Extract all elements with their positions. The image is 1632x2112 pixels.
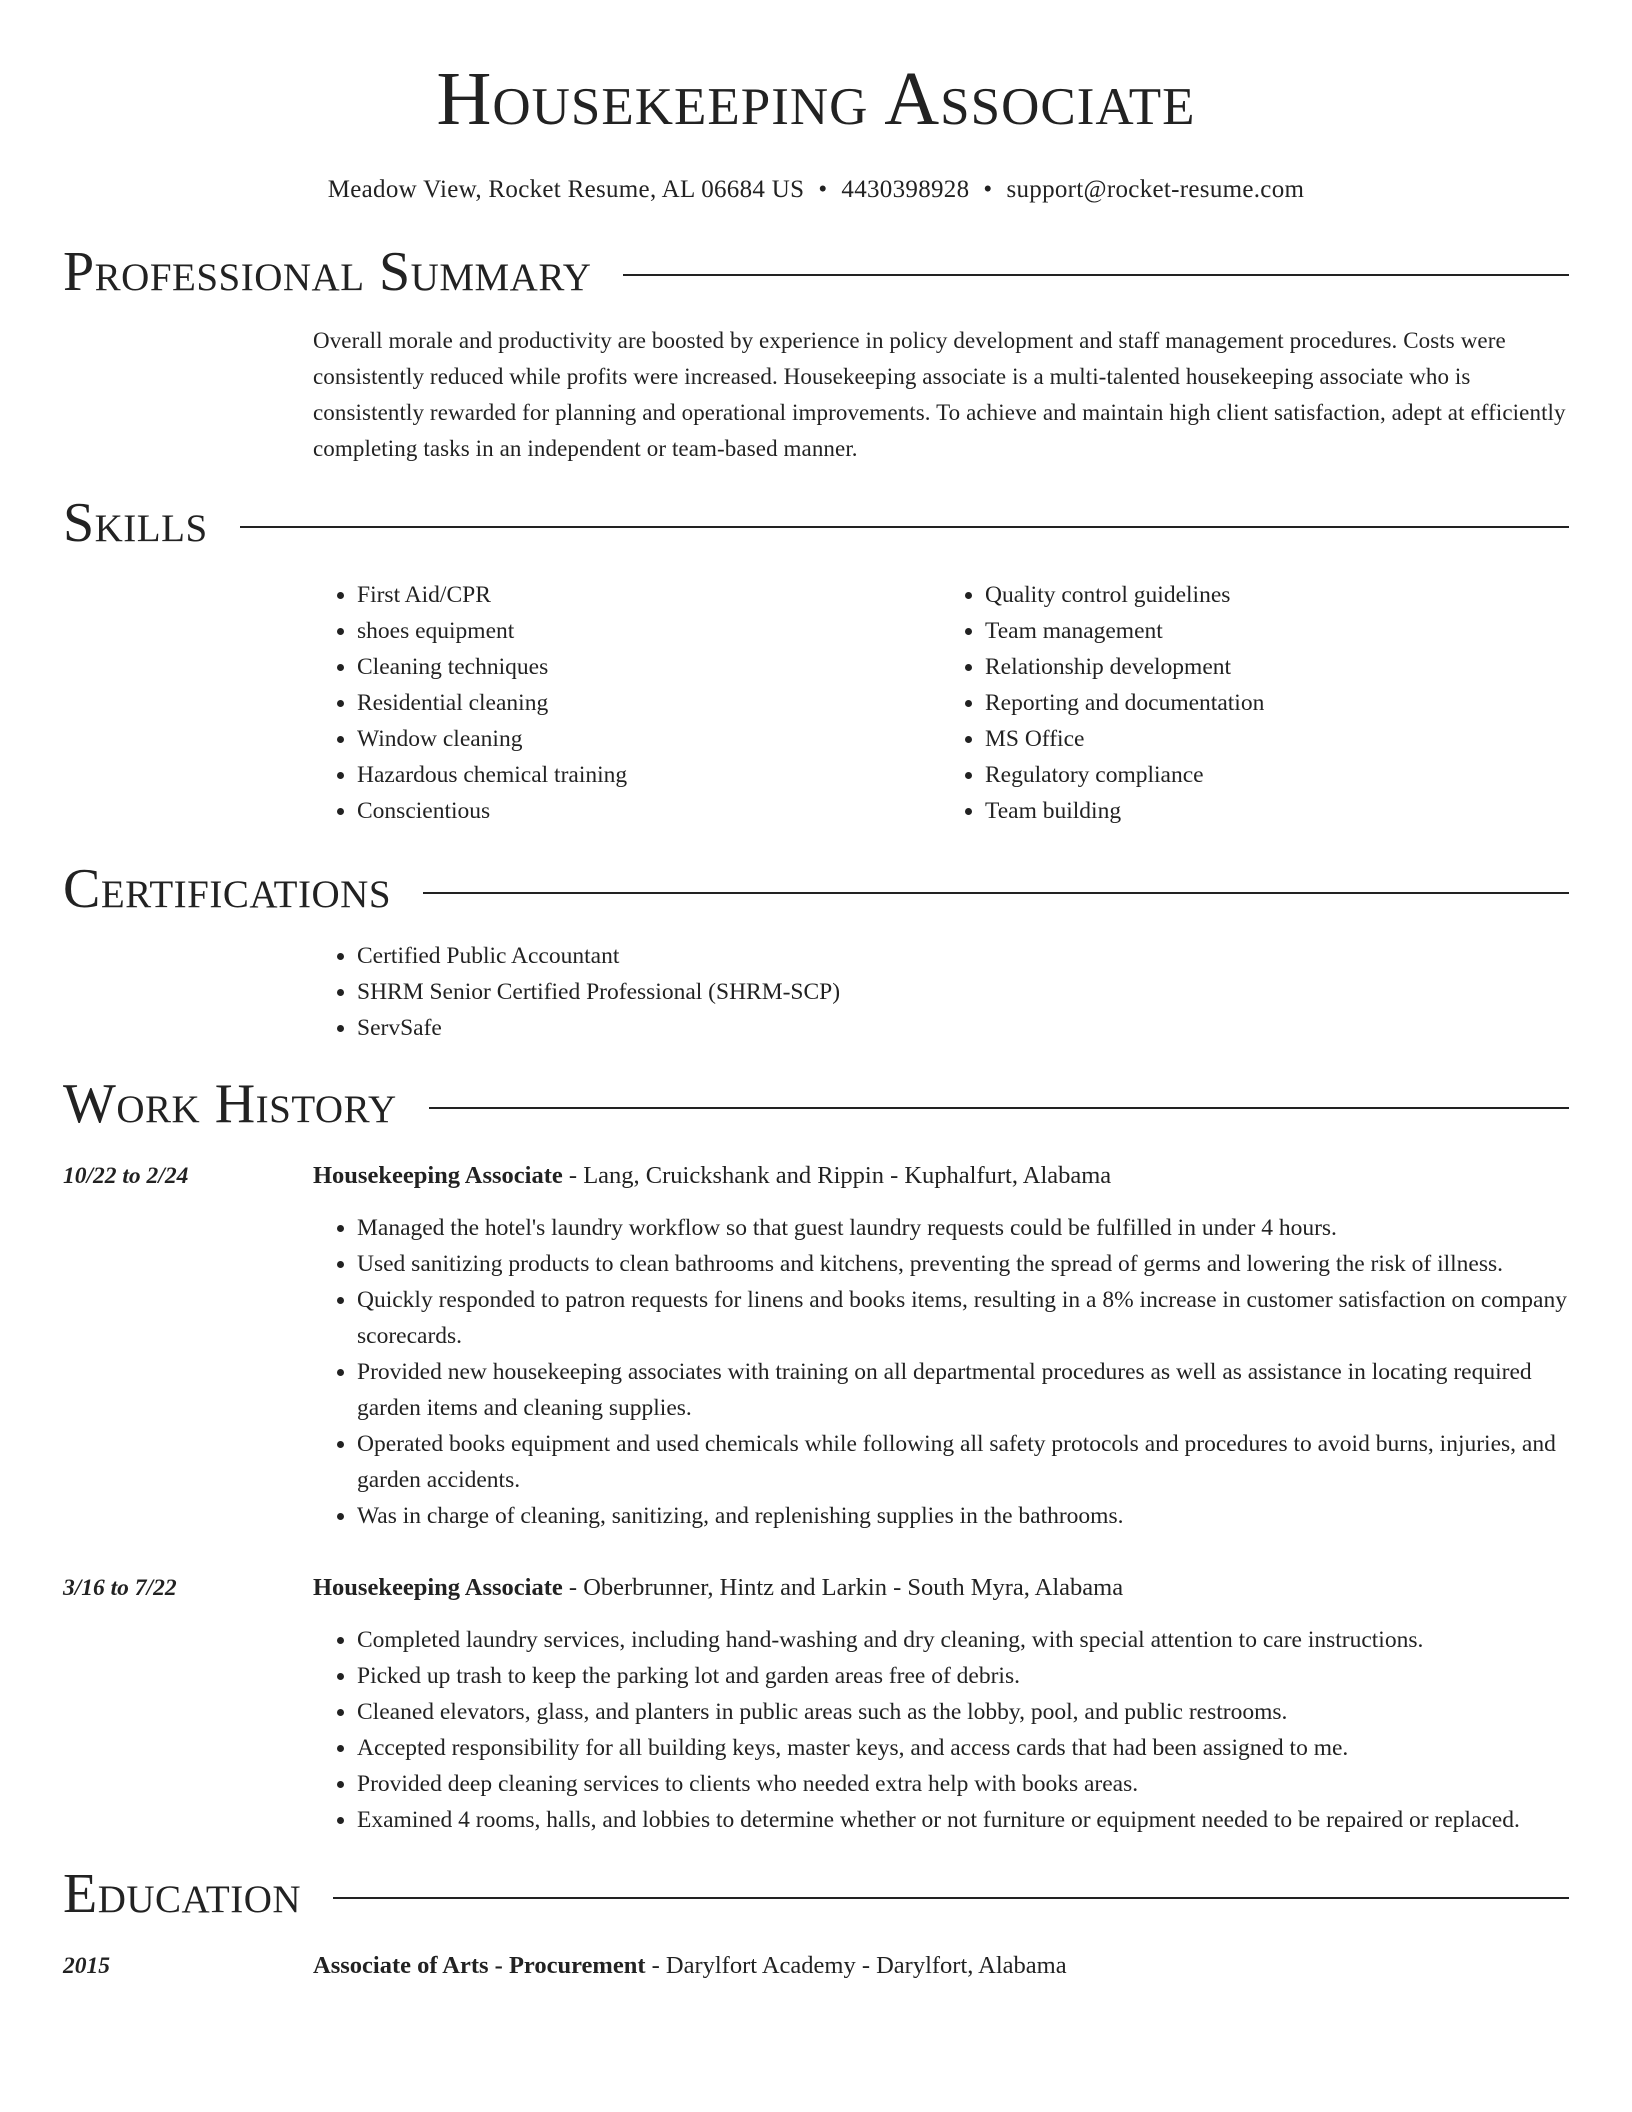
certification-item: • SHRM Senior Certified Professional (SHRM-SCP) <box>357 974 1569 1010</box>
job-bullet: • Accepted responsibility for all building keys, master keys, and access cards that had been assigned to me. <box>357 1730 1569 1766</box>
job-bullet: • Provided new housekeeping associates with training on all departmental procedures as well as assistance in locating required garden items and cleaning supplies. <box>357 1354 1569 1426</box>
job-title: Housekeeping Associate <box>313 1573 563 1601</box>
school: - Darylfort Academy - Darylfort, Alabama <box>645 1951 1067 1979</box>
job-bullets <box>313 1622 1569 1838</box>
job-bullet: • Cleaned elevators, glass, and planters in public areas such as the lobby, pool, and public restrooms. <box>357 1694 1569 1730</box>
section-heading: Skills <box>63 492 208 555</box>
job-bullet: • Used sanitizing products to clean bathrooms and kitchens, preventing the spread of germs and lowering the risk of illness. <box>357 1246 1569 1282</box>
summary-text: Overall morale and productivity are boosted by experience in policy development and staff management procedures. Costs were consistently reduced while profits were increased. Housekeeping associate is a multi-talented housekeeping associate who is consistently rewarded for planning and operational improvements. To achieve and maintain high client satisfaction, adept at efficiently completing tasks in an independent or team-based manner. <box>313 328 1566 462</box>
contact-line <box>63 176 1569 204</box>
job-dates: 3/16 to 7/22 <box>63 1574 177 1601</box>
separator: • <box>983 175 993 203</box>
job-bullet: • Completed laundry services, including hand-washing and dry cleaning, with special attention to care instructions. <box>357 1622 1569 1658</box>
skills-column-left <box>313 577 941 829</box>
skill-item: • Quality control guidelines <box>985 577 1569 613</box>
skill-item: • Conscientious <box>357 793 941 829</box>
job-bullets <box>313 1210 1569 1534</box>
job-bullet: • Examined 4 rooms, halls, and lobbies to determine whether or not furniture or equipment needed to be repaired or replaced. <box>357 1802 1569 1838</box>
job-employer: - Lang, Cruickshank and Rippin - Kuphalfurt, Alabama <box>562 1161 1112 1189</box>
certification-item: • Certified Public Accountant <box>357 938 1569 974</box>
section-divider <box>423 892 1569 894</box>
job-entry <box>63 1570 1569 1838</box>
skill-item: • Team building <box>985 793 1569 829</box>
skill-item: • Residential cleaning <box>357 685 941 721</box>
job-bullet: • Picked up trash to keep the parking lot and garden areas free of debris. <box>357 1658 1569 1694</box>
skill-item: • Regulatory compliance <box>985 757 1569 793</box>
job-entry <box>63 1158 1569 1534</box>
job-bullet: • Was in charge of cleaning, sanitizing, and replenishing supplies in the bathrooms. <box>357 1498 1569 1534</box>
email: support@rocket-resume.com <box>1006 175 1305 203</box>
candidate-name: Housekeeping Associate <box>436 57 1196 141</box>
skill-item: • Team management <box>985 613 1569 649</box>
education-line <box>313 1948 1569 1984</box>
certification-item: • ServSafe <box>357 1010 1569 1046</box>
section-divider <box>240 526 1569 528</box>
job-bullet: • Operated books equipment and used chemicals while following all safety protocols and procedures to avoid burns, injuries, and garden accidents. <box>357 1426 1569 1498</box>
skill-item: • Relationship development <box>985 649 1569 685</box>
skills-column-right <box>941 577 1569 829</box>
skill-item: • Cleaning techniques <box>357 649 941 685</box>
job-title: Housekeeping Associate <box>313 1161 563 1189</box>
section-divider <box>623 274 1569 276</box>
skill-item: • Reporting and documentation <box>985 685 1569 721</box>
education-section-header <box>63 1864 1569 1926</box>
work-history-section-header <box>63 1074 1569 1136</box>
skill-item: • shoes equipment <box>357 613 941 649</box>
skill-item: • First Aid/CPR <box>357 577 941 613</box>
job-bullet: • Managed the hotel's laundry workflow so that guest laundry requests could be fulfilled in under 4 hours. <box>357 1210 1569 1246</box>
certifications-section-header <box>63 859 1569 921</box>
section-divider <box>333 1897 1569 1899</box>
skills-section-header <box>63 493 1569 555</box>
skill-item: • Window cleaning <box>357 721 941 757</box>
job-title-line <box>313 1158 1569 1194</box>
summary-section-header <box>63 242 1569 304</box>
job-bullet: • Provided deep cleaning services to clients who needed extra help with books areas. <box>357 1766 1569 1802</box>
degree: Associate of Arts - Procurement <box>313 1951 646 1979</box>
address: Meadow View, Rocket Resume, AL 06684 US <box>327 175 805 203</box>
section-heading: Work History <box>63 1073 397 1136</box>
education-entry <box>63 1948 1569 1984</box>
phone: 4430398928 <box>841 175 970 203</box>
job-title-line <box>313 1570 1569 1606</box>
section-heading: Professional Summary <box>63 240 592 303</box>
certifications-list <box>313 938 1569 1046</box>
job-employer: - Oberbrunner, Hintz and Larkin - South Myra, Alabama <box>562 1573 1124 1601</box>
section-heading: Education <box>63 1862 302 1925</box>
skill-item: • Hazardous chemical training <box>357 757 941 793</box>
job-dates: 10/22 to 2/24 <box>63 1162 189 1189</box>
skills-list <box>313 577 1569 829</box>
separator: • <box>818 175 828 203</box>
education-year: 2015 <box>63 1952 110 1979</box>
section-divider <box>429 1107 1569 1109</box>
job-bullet: • Quickly responded to patron requests for linens and books items, resulting in a 8% increase in customer satisfaction on company scorecards. <box>357 1282 1569 1354</box>
skill-item: • MS Office <box>985 721 1569 757</box>
section-heading: Certifications <box>63 857 392 920</box>
